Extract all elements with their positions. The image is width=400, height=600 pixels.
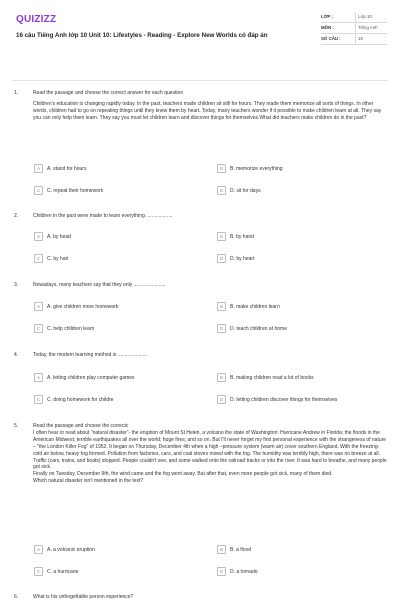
header-divider [12, 80, 388, 81]
option-letter: D [217, 324, 226, 333]
option-letter: D [217, 567, 226, 576]
question-number: 1. [14, 90, 19, 96]
option-d[interactable] [217, 395, 337, 404]
option-label: D. teach children at home [230, 325, 287, 332]
option-letter: B [217, 545, 226, 554]
option-label: A. a volcanic eruption [47, 546, 95, 553]
option-label: B. memorize everything [230, 165, 283, 172]
option-label: A. by head [47, 233, 71, 240]
option-label: D. sit for days [230, 187, 261, 194]
meta-label: SỐ CÂU : [321, 36, 341, 41]
option-a[interactable] [34, 232, 71, 241]
meta-row-subject [321, 23, 387, 34]
question-number: 2. [14, 213, 19, 219]
question-text [33, 90, 388, 126]
option-letter: A [34, 373, 43, 382]
question-text: What is his unforgettable person experience? [33, 594, 134, 600]
question-text: Today, the modern learning method is ..................... [33, 352, 147, 358]
option-label: C. repeat their homework [47, 187, 104, 194]
option-letter: A [34, 545, 43, 554]
option-d[interactable] [217, 567, 258, 576]
question-passage: Children's education is changing rapidly today. In the past, teachers made children sit still for hours. They made them memorize all sorts of things. In other words, children had to go on repeating things until they knew them by heart. Today, many teachers wonder if it possible to make children learn at all. They say you can only help them learn. They say you must let children learn and discover things for themselves.What did teachers make children do in the past? [33, 101, 382, 121]
question-number: 4. [14, 352, 19, 358]
option-letter: C [34, 254, 43, 263]
option-c[interactable] [34, 395, 113, 404]
option-label: D. a tornado [230, 568, 258, 575]
option-letter: A [34, 232, 43, 241]
option-b[interactable] [217, 164, 283, 173]
option-label: A. give children more homework [47, 303, 119, 310]
option-label: C. a hurricane [47, 568, 79, 575]
option-letter: A [34, 164, 43, 173]
meta-row-count [321, 34, 387, 45]
document-title: 16 câu Tiếng Anh lớp 10 Unit 10: Lifestyles - Reading - Explore New Worlds có đáp án [16, 32, 268, 39]
option-b[interactable] [217, 302, 280, 311]
question-number: 6. [14, 594, 19, 600]
option-a[interactable] [34, 373, 135, 382]
question-number: 5. [14, 423, 19, 429]
option-label: B. make children learn [230, 303, 280, 310]
question-text: Nowadays, many teachers say that they only ....................... [33, 282, 166, 288]
option-c[interactable] [34, 324, 94, 333]
option-d[interactable] [217, 324, 287, 333]
option-label: B. by hand [230, 233, 254, 240]
option-label: C. by hair [47, 255, 69, 262]
document-header [0, 0, 400, 75]
question-instruction: Read the passage and choose the correct answer for each question [33, 90, 184, 96]
option-d[interactable] [217, 254, 254, 263]
option-a[interactable] [34, 164, 86, 173]
option-letter: B [217, 302, 226, 311]
meta-row-grade [321, 12, 387, 23]
option-letter: C [34, 186, 43, 195]
option-a[interactable] [34, 545, 95, 554]
option-label: D. letting children discover things for themselves [230, 396, 338, 403]
quizizz-logo: QUIZIZZ [16, 14, 57, 25]
option-b[interactable] [217, 545, 251, 554]
meta-value: 16 [355, 34, 387, 44]
option-label: D. by heart [230, 255, 255, 262]
option-b[interactable] [217, 232, 254, 241]
option-d[interactable] [217, 186, 261, 195]
meta-label: LỚP : [321, 14, 333, 19]
option-letter: C [34, 567, 43, 576]
question-text: Children in the past were made to learn everything ................... [33, 213, 173, 219]
option-letter: B [217, 373, 226, 382]
option-letter: C [34, 324, 43, 333]
option-label: C. help children learn [47, 325, 95, 332]
option-label: B. a flood [230, 546, 252, 553]
option-label: A. letting children play computer games [47, 374, 135, 381]
option-c[interactable] [34, 567, 78, 576]
question-number: 3. [14, 282, 19, 288]
option-a[interactable] [34, 302, 118, 311]
option-letter: A [34, 302, 43, 311]
meta-value: Tiếng Anh [355, 23, 387, 33]
question-text: Read the passage and choose the correctc I often hear or read about "natural disaster"- the eruption of Mount St Helen, a volcano the state of Washington: Hurricane Andrew in Florida; the floods in the American Midwest; terrible earthquakes all over the world; huge fires; and so on. But I'll never forget my first personal experience with the strangeness of nature – "the London Killer Fog" of 1952. It began on Thursday, December 4th when a high –pressure system (warm air) cover southern England. With the freezing-cold air below, heavy fog formed. Pollution from factories, cars, and coal stoves mixed with the fog. The humidity was terribly high, there was no breeze at all. Traffic (cars, trains, and boats) stopped. People couldn't see, and some walked onto the railroad tracks or into the river. It was hard to breathe, and many people got sick. Finally on Tuesday, December 9th, the wind came and the fog went away. But after that, even more people got sick, many of them died. Which natural disaster isn't mentioned in the text? [33, 423, 387, 485]
option-letter: B [217, 232, 226, 241]
option-label: B. making children read a lot of books [230, 374, 314, 381]
option-letter: B [217, 164, 226, 173]
option-letter: D [217, 254, 226, 263]
option-c[interactable] [34, 254, 68, 263]
option-letter: D [217, 186, 226, 195]
meta-table [321, 12, 387, 45]
option-letter: C [34, 395, 43, 404]
option-c[interactable] [34, 186, 103, 195]
option-label: A. stand for hours [47, 165, 87, 172]
meta-value: Lớp 10 [355, 12, 387, 22]
option-label: C. doing homework for childre [47, 396, 114, 403]
option-letter: D [217, 395, 226, 404]
meta-label: MÔN : [321, 25, 334, 30]
option-b[interactable] [217, 373, 314, 382]
